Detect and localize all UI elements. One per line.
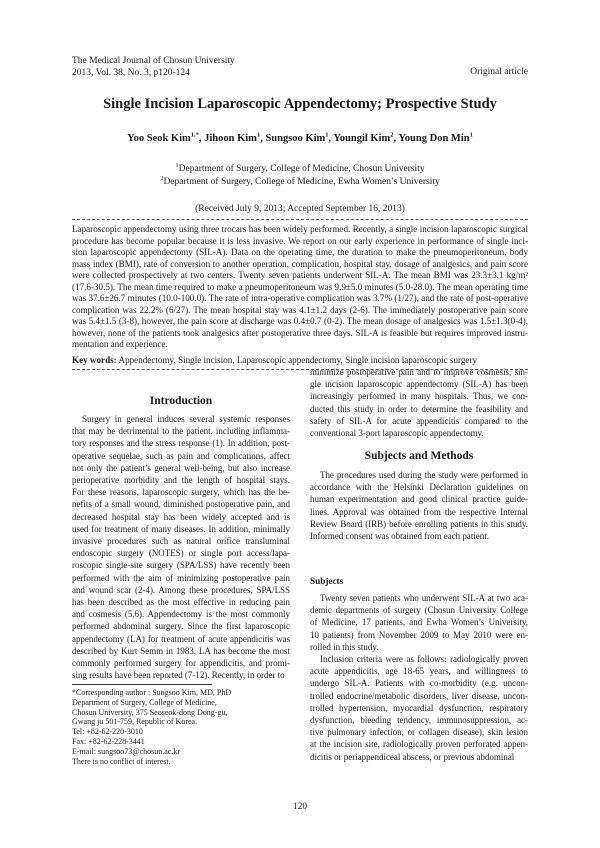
text-line: gle incision laparoscopic appendectomy (SIL-A) has been [310,379,528,390]
text-line: accordance with the Helsinki Declaration guidelines on [310,482,528,493]
journal-name: The Medical Journal of Chosun University [72,56,235,66]
footnote-rule [72,684,212,685]
text-line: was 5.4±1.5 (3-8), however, the pain score at discharge was 0.4±0.7 (0-2). The mean dosage of analgesics was 1.5±1.3(0-4), [72,316,528,327]
text-line: at the incision site, radiologically proven perforated appen- [310,739,528,750]
text-line: Informed consent was obtained from each patient. [310,531,489,542]
divider-top [72,219,528,220]
keywords [72,355,528,367]
text-line: tive pulmonary infection, or collagen disease), skin lesion [310,727,528,738]
text-line: procedure has become popular because it is less invasive. We report on our early experience in performance of single inci- [72,235,528,246]
text-line: however, none of the patients took analgesics after postoperative three days. SIL-A is feasible but requires improved instru- [72,327,528,338]
affiliation-2 [0,174,600,187]
text-line: performed abdominal surgery. Since the first laparoscopic [72,621,290,632]
text-line: decreased hospital stay has been widely accepted and is [72,511,290,522]
text-line: Inclusion criteria were as follows: radiologically proven [320,654,528,665]
author-affiliation-marker: 1 [469,131,473,139]
text-line: that may be detrimental to the patient, including inflamma- [72,426,290,437]
affiliation-text: Department of Surgery, College of Medicine, Chosun University [178,164,425,174]
text-line: conventional 3-port laparoscopic appendectomy. [310,428,484,439]
subheading-subjects: Subjects [310,576,344,586]
paragraph [72,413,290,681]
text-line: trolled endocrine/metabolic disorders, liver disease, uncon- [310,690,528,701]
text-line: lines. Approval was obtained from the respective Internal [310,506,528,517]
subjects-body [310,592,528,763]
text-line: were collected prospectively at two centers. Twenty seven patients underwent SIL-A. The mean BMI was 23.3±3.1 kg/m² [72,270,528,281]
text-line: increasingly performed in many hospitals. Thus, we con- [310,391,528,402]
text-line: E-mail: sungsoo73@chosun.ac.kr [72,746,181,756]
text-line: Surgery in general induces several systemic responses [82,414,290,424]
paragraph [310,469,528,542]
text-line: For these reasons, laparoscopic surgery, which has the be- [72,487,290,498]
article-type: Original article [470,67,528,77]
text-line: perioperative morbidity and the length of hospital stays. [72,475,290,486]
text-line: minimize postoperative pain and to improve cosmesis, sin- [310,367,528,377]
author-name: Young Don Min [398,133,470,144]
text-line: endoscopic surgery (NOTES) or single port access/lapa- [72,548,290,559]
corresponding-author-footnote [72,688,290,766]
text-line: dicitis or periappendiceal abscess, or previous abdominal [310,751,515,762]
paragraph [310,653,528,763]
affiliation-marker: 1 [175,161,179,169]
text-line: Tel: +82-62-220-3010 [72,727,143,737]
text-line: The procedures used during the study were performed in [320,470,528,480]
text-line: and wound scar (2-4). Among these procedures, SPA/LSS [72,584,290,595]
text-line: nefits of a small wound, diminished postoperative pain, and [72,499,290,510]
text-line: operative sequelae, such as pain and complications, affect [72,450,290,461]
author-affiliation-marker: 1 [325,131,329,139]
text-line: safety of SIL-A for acute appendicitis compared to the [310,415,528,426]
text-line: complication was 22.2% (6/27). The mean hospital stay was 4.1±1.2 days (2-6). The immediately postoperative pain score [72,304,528,315]
text-line: (17.6-30.5). The mean time required to make a pneumoperitoneum was 9.9±5.0 minutes (5.0-28.0). The mean operating time [72,281,528,292]
text-line: There is no conflict of interest. [72,756,171,766]
text-line: human experimentation and good clinical practice guide- [310,494,528,505]
author-affiliation-marker: 1 [256,131,261,139]
section-heading-introduction: Introduction [149,395,213,407]
text-line: rolled in this study. [310,641,379,652]
text-line: Review Board (IRB) before enrolling patients in this study. [310,518,528,529]
text-line: tory responses and the stress response (1). In addition, post- [72,438,290,449]
text-line: was 37.6±26.7 minutes (10.0-100.0). The rate of intra-operative complication was 3.7% (1/27), and the rate of post-operative [72,293,528,304]
author-name: Jihoon Kim [204,133,257,144]
text-line: Chosun University, 375 Seoseok-dong Dong-gu, [72,707,228,717]
abstract [72,224,528,351]
text-line: Laparoscopic appendectomy using three trocars has been widely performed. Recently, a single incision laparoscopic surgical [72,224,528,234]
text-line: Twenty seven patients who underwent SIL-A at two aca- [320,593,528,603]
text-line: Fax: +82-62-228-3441 [72,736,145,746]
journal-volume: 2013, Vol. 38, No. 3, p120-124 [72,67,190,78]
methods-body [310,469,528,542]
text-line: Department of Surgery, College of Medicine, [72,697,217,707]
affiliation-1 [0,161,600,174]
text-line: roscopic single-site surgery (SPA/LSS) have recently been [72,560,290,571]
text-line: ducted this study in order to determine the feasibility and [310,403,528,414]
introduction-body [72,413,290,681]
text-line: used for treatment of many diseases. In addition, minimally [72,523,290,534]
affiliation-text: Department of Surgery, College of Medicine, Ewha Women’s University [163,177,440,187]
text-line: demic departments of surgery (Chosun University College [310,605,528,616]
text-line: performed with the aim of minimizing postoperative pain [72,572,290,583]
text-line: Gwang ju 501-759, Republic of Korea. [72,717,198,727]
affiliation-marker: 2 [160,174,164,182]
text-line: appendectomy (LA) for treatment of acute appendicitis was [72,633,290,644]
text-line: dysfunction, bleeding tendency, immunosuppression, ac- [310,715,528,726]
introduction-continued [310,366,528,439]
section-heading-subjects-methods: Subjects and Methods [364,450,474,462]
text-line: *Corresponding author : Sungsoo Kim, MD, PhD [72,688,232,697]
journal-citation [72,56,235,79]
paragraph [310,366,528,439]
keywords-text: Appendectomy, Single incision, Laparoscopic appendectomy, Single incision laparoscopic surgery [118,355,478,365]
text-line: acute appendicitis, age 18-65 years, and willingness to [310,666,528,677]
text-line: undergo SIL-A. Patients with co-morbidity (e.g. uncon- [310,678,528,689]
text-line: 10 patients) from November 2009 to May 2010 were en- [310,629,528,640]
author-name: Youngil Kim [333,133,391,144]
paragraph [310,592,528,653]
keywords-label: Key words: [72,355,117,365]
text-line: mentation and experience. [72,339,168,350]
page-number: 120 [292,802,308,812]
text-line: and cosmesis (5,6). Appendectomy is the most commonly [72,609,290,620]
author-name: Sungsoo Kim [265,133,326,144]
text-line: has been described as the most effective in reducing pain [72,597,290,608]
author-name: Yoo Seok Kim [127,133,191,144]
author-list: Yoo Seok Kim$^{1,*}$, Jihoon Kim$^1$, Sungsoo Kim$^1$, Youngil Kim$^2$, Young Don Min$^1$ [127,131,473,144]
text-line: trolled hypertension, myocardial dysfunction, respiratory [310,702,528,713]
author-affiliation-marker: 2 [390,131,394,139]
text-line: sing results have been reported (7-12). Recently, in order to [72,670,285,681]
text-line: mass index (BMI), rate of conversion to another operation, complication, hospital stay, dosage of analgesics, and pain score [72,258,528,269]
text-line: sion laparoscopic appendectomy (SIL-A). Data on the operating time, the duration to make the pneumoperitoneum, body [72,247,528,258]
received-dates: (Received July 9, 2013; Accepted September 16, 2013) [195,204,405,214]
text-line: not only the patient’s general well-being, but also increase [72,462,290,473]
article-title: Single Incision Laparoscopic Appendectomy; Prospective Study [103,96,497,112]
text-line: invasive procedures such as natural orifice transluminal [72,536,290,547]
text-line: described by Kurt Semm in 1983, LA has become the most [72,645,290,656]
author-affiliation-marker: 1,* [190,131,199,139]
text-line: commonly performed surgery for appendicitis, and promi- [72,658,290,669]
text-line: of Medicine, 17 patients, and Ewha Women’s University, [310,617,528,628]
